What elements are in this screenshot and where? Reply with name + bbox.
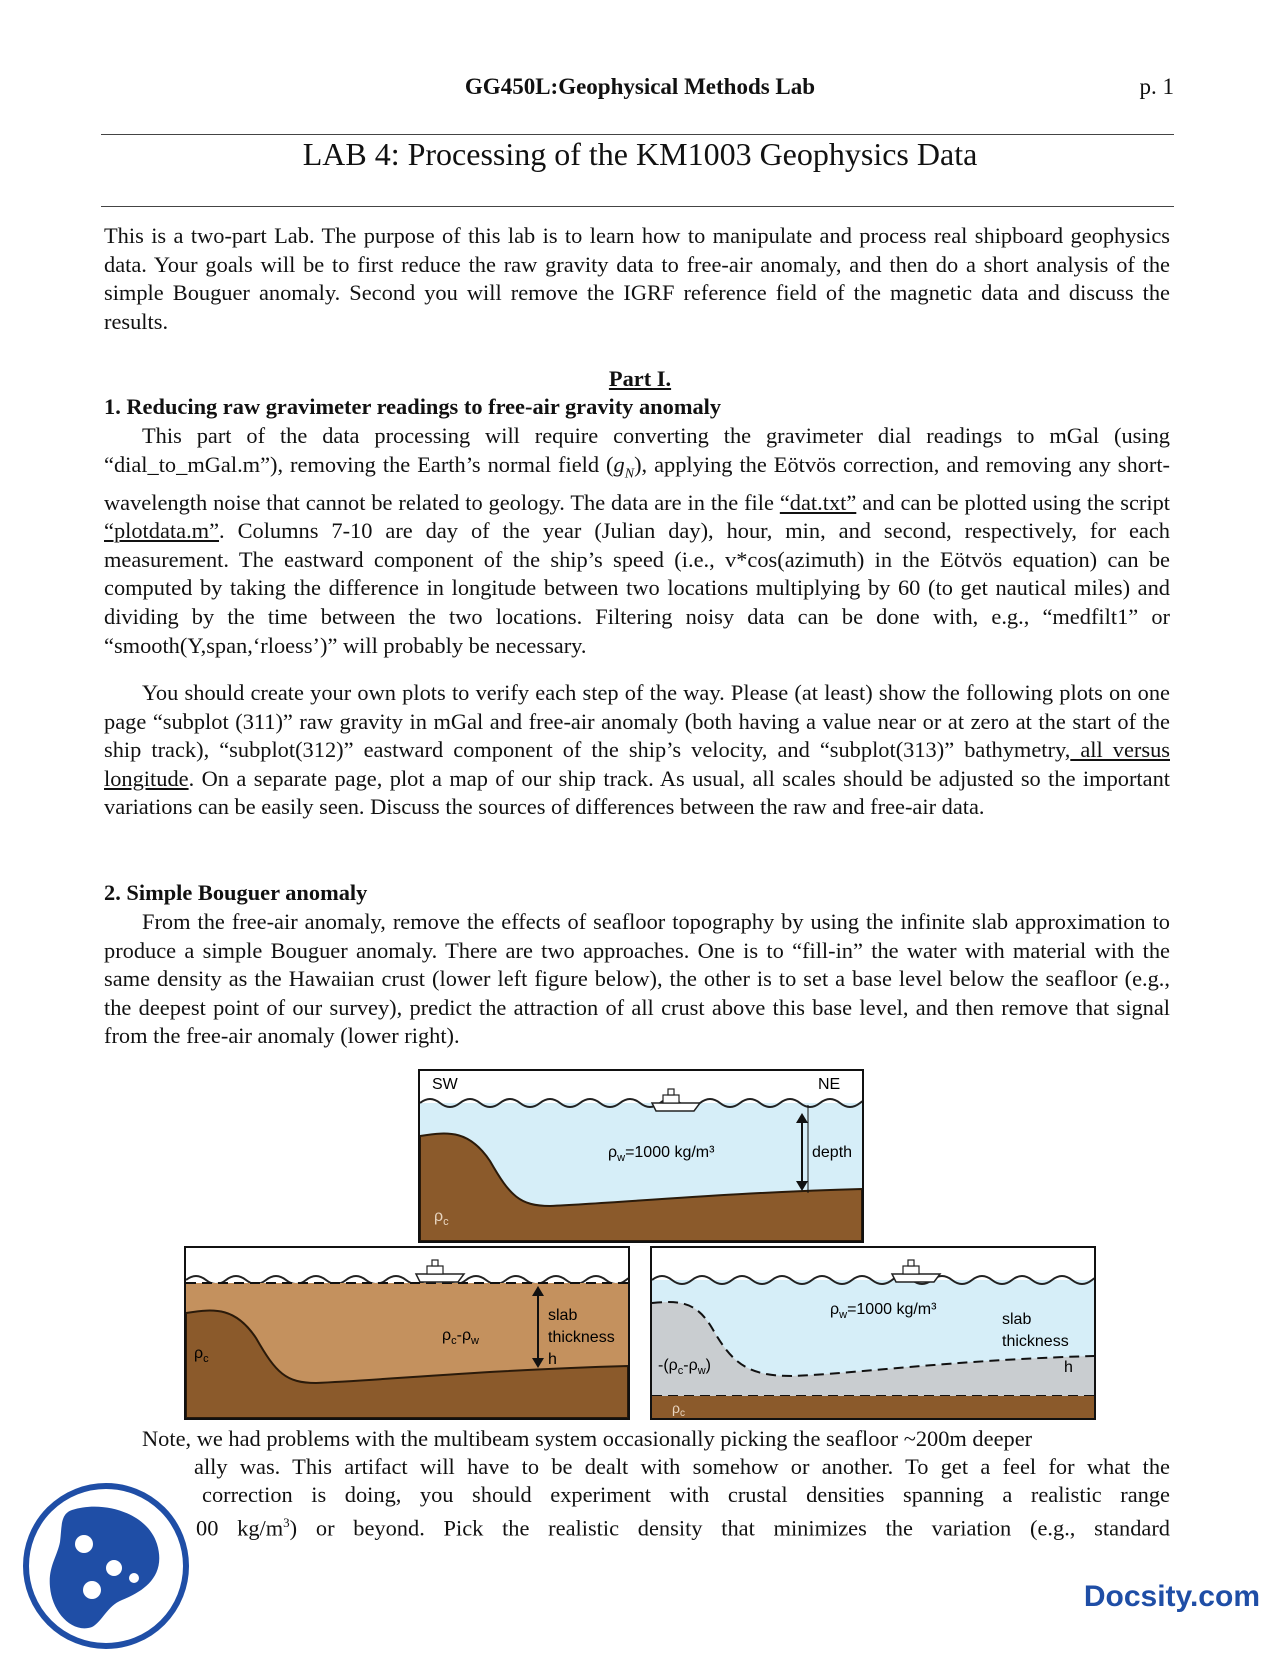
thickness-label: thickness [1002,1333,1069,1350]
section-1-paragraph-2: You should create your own plots to verify each step of the way. Please (at least) show the following plots on one page “subplot (311)” raw gravity in mGal and free-air anomaly (both having a value near or at zero at the start of the ship track), “subplot(312)” eastward component of the ship’s velocity, and “subplot(313)” bathymetry, all versus longitude. On a separate page, plot a map of our ship track. As usual, all scales should be adjusted so the important variations can be easily seen. Discuss the sources of differences between the raw and free-air data. [104,680,1170,820]
rho-w-label: $\rho_w=1000$ kg/m³ [830,1301,937,1321]
page-title: LAB 4: Processing of the KM1003 Geophysics Data [302,136,978,172]
ship-icon [892,1260,940,1282]
h-label: h [1064,1359,1073,1376]
rho-c-label: $\rho_c$ [194,1345,209,1365]
section-1-heading: 1. Reducing raw gravimeter readings to free-air gravity anomaly [104,394,722,419]
sw-label: SW [432,1076,458,1093]
rho-c-label: $\rho_c$ [672,1400,685,1418]
course-header: GG450L:Geophysical Methods Lab [464,74,816,99]
note-line-4: 00 $kg/m^3$) or beyond. Pick the realistic density that minimizes the variation (e.g., standard [196,1515,1170,1541]
rho-c-label: $\rho_c$ [434,1208,449,1228]
ship-icon [416,1260,464,1282]
figure-base-level [650,1246,1096,1420]
figure-slab-fill [184,1246,630,1420]
data-file-link: “dat.txt” [779,489,857,515]
section-1-paragraph-1: This part of the data processing will require converting the gravimeter dial readings to mGal (using “dial_to_mGal.m”), removing the Earth’s normal field $(g_N)$, applying the Eötvös correction, and removing any short-wavelength noise that cannot be related to geology. The data are in the file “dat.txt” and can be plotted using the script “plotdata.m”. Columns 7-10 are day of the year (Julian day), hour, min, and second, respectively, for each measurement. The eastward component of the ship’s speed (i.e., v*cos(azimuth) in the Eötvös equation) can be computed by taking the difference in longitude between two locations multiplying by 60 (to get nautical miles) and dividing by the time between the two locations. Filtering noisy data can be done with, e.g., “medfilt1” or “smooth(Y,span,‘rloess’)” will probably be necessary. [104,423,1170,658]
slab-label: slab [1002,1311,1032,1328]
note-line-3: correction is doing, you should experiment with crustal densities spanning a realistic range [202,1482,1170,1507]
part-title: Part I. [608,366,672,391]
section-2-heading: 2. Simple Bouguer anomaly [104,880,368,905]
section-2-paragraph: From the free-air anomaly, remove the effects of seafloor topography by using the infinite slab approximation to produce a simple Bouguer anomaly. There are two approaches. One is to “fill-in” the water with material with the same density as the Hawaiian crust (lower left figure below), the other is to set a base level below the seafloor (e.g., the deepest point of our survey), predict the attraction of all crust above this base level, and then remove that signal from the free-air anomaly (lower right). [104,909,1170,1049]
ne-label: NE [818,1076,841,1093]
rho-diff-label: $\rho_c-\rho_w$ [442,1327,479,1347]
title-rule-top [101,134,1174,135]
rho-neg-label: $-(\rho_c-\rho_w)$ [658,1357,711,1377]
docsity-logo [22,1482,190,1650]
plot-script-link: “plotdata.m” [104,518,220,544]
h-label: h [548,1351,557,1368]
note-line-2: ally was. This artifact will have to be dealt with somehow or another. To get a feel for what the [194,1454,1170,1479]
intro-paragraph: This is a two-part Lab. The purpose of this lab is to learn how to manipulate and process real shipboard geophysics data. Your goals will be to first reduce the raw gravity data to free-air anomaly, and then do a short analysis of the simple Bouguer anomaly. Second you will remove the IGRF reference field of the magnetic data and discuss the results. [104,223,1170,334]
docsity-watermark[interactable]: Docsity.com [1083,1580,1260,1613]
slab-label: slab [548,1307,578,1324]
ship-icon [652,1089,700,1111]
depth-label: depth [812,1144,853,1161]
thickness-label: thickness [548,1329,615,1346]
note-line-1: Note, we had problems with the multibeam system occasionally picking the seafloor ~200m deeper [142,1426,1033,1451]
rho-w-label: $\rho_w=1000$ kg/m³ [608,1144,715,1164]
page-number: p. 1 [1139,74,1174,99]
figure-seafloor-profile [418,1069,864,1243]
title-rule-bottom [101,206,1174,207]
